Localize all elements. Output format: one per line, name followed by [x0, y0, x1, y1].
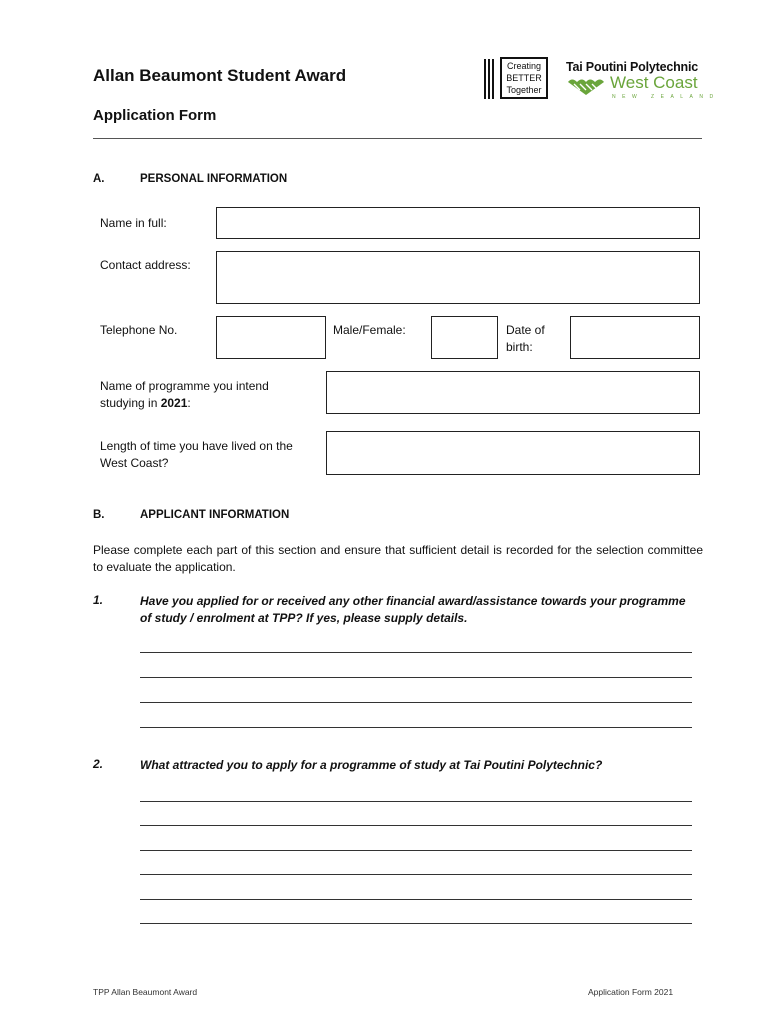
tpp-heart-logo-icon: [566, 76, 606, 96]
answer-1-line[interactable]: [140, 727, 692, 728]
page-title: Allan Beaumont Student Award: [93, 66, 347, 85]
question-1-number: 1.: [93, 593, 104, 607]
gender-field[interactable]: [431, 316, 498, 359]
answer-2-line[interactable]: [140, 850, 692, 851]
dob-label: Date of birth:: [506, 323, 545, 354]
programme-label: Name of programme you intend studying in 2021:: [100, 379, 269, 410]
answer-1-line[interactable]: [140, 702, 692, 703]
section-b-instructions: Please complete each part of this section and ensure that sufficient detail is recorded for the selection committee to evaluate the application.: [93, 543, 703, 574]
dob-field[interactable]: [570, 316, 700, 359]
question-2-text: What attracted you to apply for a programme of study at Tai Poutini Polytechnic?: [140, 758, 603, 772]
header-divider: [93, 138, 702, 139]
logo-bracket-icon: [483, 58, 497, 100]
question-2-number: 2.: [93, 757, 104, 771]
answer-2-line[interactable]: [140, 801, 692, 802]
name-field[interactable]: [216, 207, 700, 239]
section-a-letter: A.: [93, 173, 105, 185]
institution-name: Tai Poutini Polytechnic: [566, 60, 698, 74]
address-field[interactable]: [216, 251, 700, 304]
section-b-letter: B.: [93, 509, 105, 521]
answer-1-line[interactable]: [140, 677, 692, 678]
phone-label: Telephone No.: [100, 323, 178, 337]
section-b-title: APPLICANT INFORMATION: [140, 509, 290, 521]
address-label: Contact address:: [100, 258, 191, 272]
institution-country: NEW ZEALAND: [612, 94, 720, 100]
creating-better-together-logo: Creating BETTER Together: [500, 57, 548, 99]
answer-2-line[interactable]: [140, 874, 692, 875]
institution-region: West Coast: [610, 73, 698, 92]
answer-2-line[interactable]: [140, 923, 692, 924]
page-subtitle: Application Form: [93, 107, 217, 124]
answer-2-line[interactable]: [140, 899, 692, 900]
answer-2-line[interactable]: [140, 825, 692, 826]
phone-field[interactable]: [216, 316, 326, 359]
question-1-text: Have you applied for or received any other financial award/assistance towards your programme of study / enrolment at TPP? If yes, please supply details.: [140, 594, 686, 625]
answer-1-line[interactable]: [140, 652, 692, 653]
programme-field[interactable]: [326, 371, 700, 414]
name-label: Name in full:: [100, 216, 167, 230]
gender-label: Male/Female:: [333, 323, 406, 337]
residence-label: Length of time you have lived on the West Coast?: [100, 439, 293, 470]
footer-right: Application Form 2021: [588, 987, 674, 997]
section-a-title: PERSONAL INFORMATION: [140, 173, 288, 185]
residence-field[interactable]: [326, 431, 700, 475]
footer-left: TPP Allan Beaumont Award: [93, 987, 198, 997]
